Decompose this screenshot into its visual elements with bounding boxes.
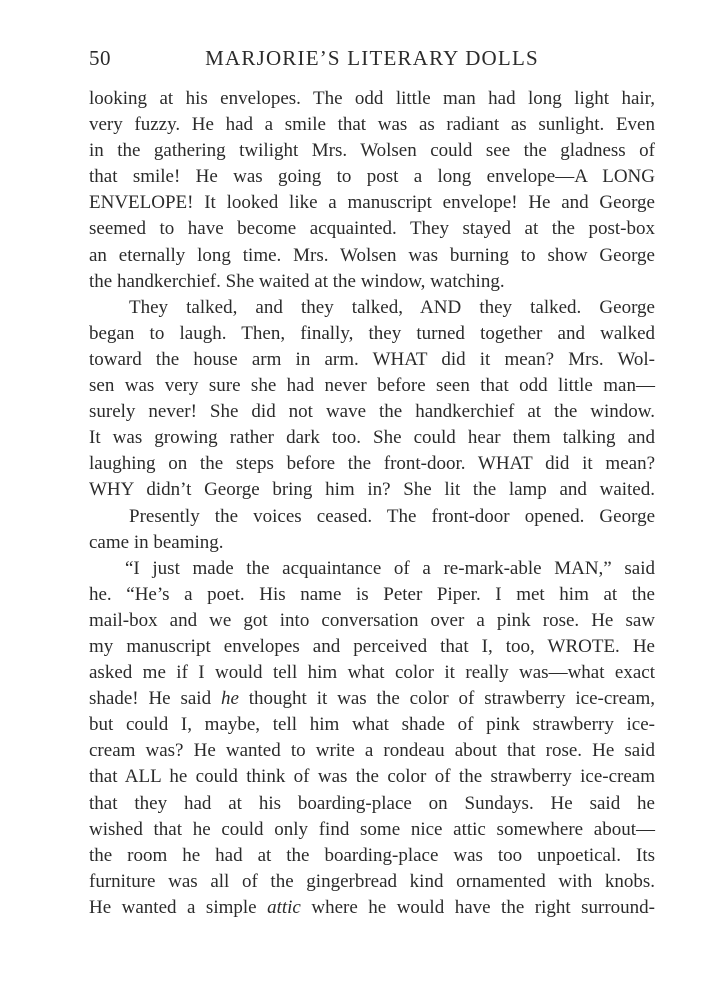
- text-line: seemed to have become acquainted. They stayed at the post-box: [89, 218, 655, 240]
- text-line: my manuscript envelopes and perceived that I, too, WROTE. He: [89, 635, 655, 657]
- text-line: that they had at his boarding-place on Sundays. He said he: [89, 792, 655, 814]
- text-line: that smile! He was going to post a long envelope—A LONG: [89, 166, 655, 188]
- text-line: mail-box and we got into conversation over a pink rose. He saw: [89, 609, 655, 631]
- text-line: looking at his envelopes. The odd little man had long light hair,: [89, 88, 655, 109]
- text-line: very fuzzy. He had a smile that was as radiant as sunlight. Even: [89, 114, 655, 136]
- italic-word: he: [220, 688, 239, 710]
- text-line: furniture was all of the gingerbread kind ornamented with knobs.: [89, 870, 655, 892]
- text-line: toward the house arm in arm. WHAT did it mean? Mrs. Wol-: [89, 348, 655, 370]
- text-line: laughing on the steps before the front-door. WHAT did it mean?: [89, 453, 655, 475]
- text-line: he. “He’s a poet. His name is Peter Piper. I met him at the: [89, 583, 655, 605]
- text-run: thought it was the color of strawberry ice-cream,: [238, 688, 655, 710]
- text-line: wished that he could only find some nice attic somewhere about—: [89, 818, 655, 840]
- page-header: [89, 46, 655, 76]
- text-line: WHY didn’t George bring him in? She lit the lamp and waited.: [89, 479, 655, 501]
- text-line: It was growing rather dark too. She could hear them talking and: [89, 427, 655, 449]
- text-line: came in beaming.: [89, 531, 224, 553]
- text-line: but could I, maybe, tell him what shade of pink strawberry ice-: [89, 714, 655, 736]
- body-text: [89, 86, 655, 921]
- text-line: sen was very sure she had never before seen that odd little man—: [89, 375, 655, 397]
- text-line: “I just made the acquaintance of a re-mark-able MAN,” said: [125, 557, 655, 579]
- text-line: asked me if I would tell him what color it really was—what exact: [89, 662, 655, 684]
- text-line: the handkerchief. She waited at the window, watching.: [89, 270, 505, 292]
- text-line: Presently the voices ceased. The front-door opened. George: [129, 505, 655, 527]
- text-run: shade! He said: [89, 688, 221, 710]
- text-line: in the gathering twilight Mrs. Wolsen could see the gladness of: [89, 140, 655, 162]
- italic-word: attic: [267, 896, 301, 918]
- text-line: They talked, and they talked, AND they talked. George: [129, 296, 655, 318]
- text-line: surely never! She did not wave the handkerchief at the window.: [89, 401, 655, 423]
- text-run: where he would have the right surround-: [300, 896, 656, 918]
- page-number: 50: [89, 46, 111, 70]
- text-line: the room he had at the boarding-place was too unpoetical. Its: [89, 844, 655, 866]
- running-head: MARJORIE’S LITERARY DOLLS: [205, 46, 539, 70]
- text-line: ENVELOPE! It looked like a manuscript envelope! He and George: [89, 192, 655, 214]
- text-line: [89, 895, 655, 921]
- text-line: cream was? He wanted to write a rondeau about that rose. He said: [89, 740, 655, 762]
- text-line: began to laugh. Then, finally, they turned together and walked: [89, 322, 655, 344]
- text-line: [89, 686, 655, 712]
- text-line: an eternally long time. Mrs. Wolsen was burning to show George: [89, 244, 655, 266]
- text-run: He wanted a simple: [89, 896, 268, 918]
- text-line: that ALL he could think of was the color of the strawberry ice-cream: [89, 766, 655, 788]
